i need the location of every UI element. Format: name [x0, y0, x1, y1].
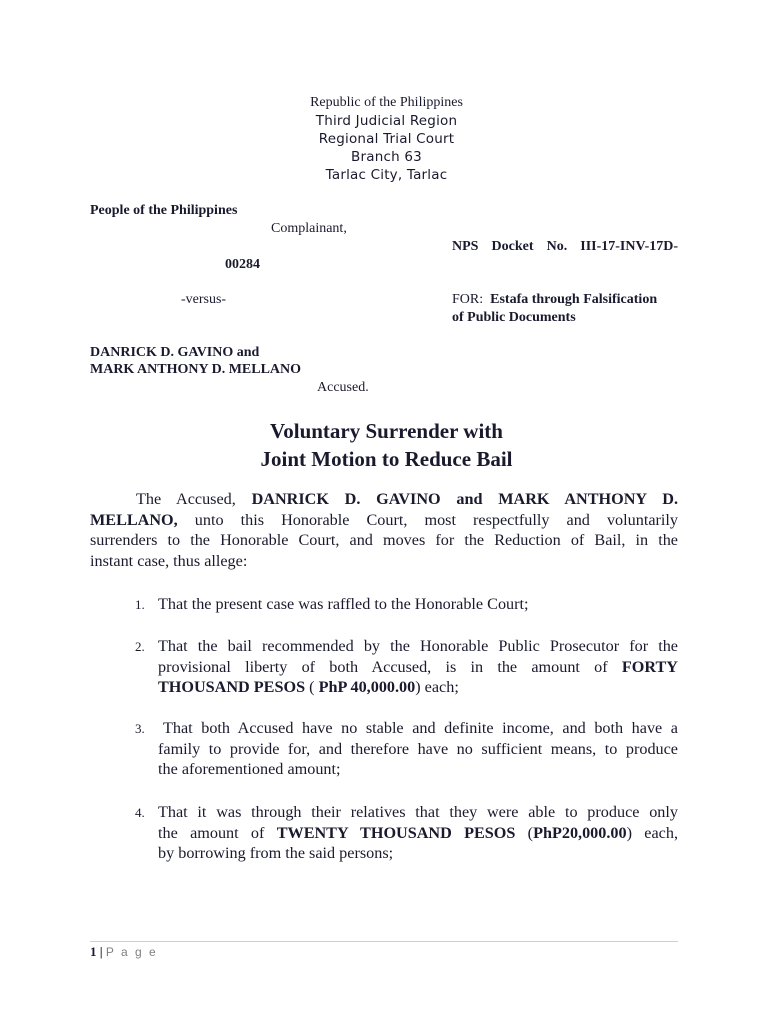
docket-number: NPS Docket No. III-17-INV-17D- — [452, 239, 678, 254]
page-separator: | — [99, 944, 103, 959]
intro-line-4: instant case, thus allege: — [90, 551, 248, 570]
complainant-role: Complainant, — [271, 221, 347, 236]
accused-name-2: MARK ANTHONY D. MELLANO — [90, 362, 302, 377]
header-court: Regional Trial Court — [318, 131, 455, 147]
offense-line-1: Estafa through Falsification — [490, 292, 658, 307]
accused-role: Accused. — [317, 380, 369, 395]
offense-for-label: FOR: — [452, 292, 484, 307]
document-title-line-2: Joint Motion to Reduce Bail — [260, 447, 513, 471]
intro-prefix: The Accused, — [136, 490, 252, 508]
item-2-each: ) each; — [415, 678, 459, 697]
header-region: Third Judicial Region — [315, 113, 458, 129]
page-label: P a g e — [105, 945, 158, 959]
header-city: Tarlac City, Tarlac — [325, 167, 448, 183]
page-number: 1 — [90, 944, 97, 959]
item-2-text — [158, 636, 678, 698]
item-2-line-1: That the bail recommended by the Honorable Public Prosecutor for the — [158, 637, 678, 655]
item-1-line-1: That the present case was raffled to the Honorable Court; — [158, 595, 529, 613]
docket-number-continued: 00284 — [225, 257, 260, 272]
intro-line-1 — [90, 489, 678, 510]
intro-line-2 — [90, 510, 678, 531]
item-2-line-3 — [158, 677, 678, 698]
header-branch: Branch 63 — [351, 149, 422, 165]
header-republic: Republic of the Philippines — [310, 95, 463, 110]
page-footer — [90, 944, 158, 960]
offense-block — [452, 292, 657, 308]
intro-accused-names: DANRICK D. GAVINO and MARK ANTHONY D. — [251, 490, 678, 508]
offense-line-2: of Public Documents — [452, 310, 576, 325]
item-4-number: 4. — [135, 805, 145, 820]
item-4-amount-figure: PhP20,000.00 — [533, 823, 627, 842]
item-3-line-3: the aforementioned amount; — [158, 760, 341, 779]
footer-divider — [90, 941, 678, 942]
intro-line-2-text: unto this Honorable Court, most respectfully and voluntarily — [177, 510, 678, 529]
versus-label: -versus- — [181, 292, 227, 307]
item-3-text — [158, 718, 678, 780]
item-2-amount-figure: PhP 40,000.00 — [318, 678, 416, 697]
item-3-line-2: family to provide for, and therefore have no sufficient means, to produce — [158, 739, 678, 758]
item-3-number: 3. — [135, 721, 145, 736]
complainant-name: People of the Philippines — [90, 203, 238, 218]
item-2-number: 2. — [135, 639, 145, 654]
item-4-line-1: That it was through their relatives that they were able to produce only — [158, 803, 678, 821]
intro-line-3: surrenders to the Honorable Court, and moves for the Reduction of Bail, in the — [90, 531, 678, 550]
item-2-amount-words: FORTY — [621, 657, 678, 676]
item-4-line-2 — [158, 823, 678, 844]
item-1-text — [158, 594, 678, 615]
item-4-line-3: by borrowing from the said persons; — [158, 844, 394, 863]
item-4-paren-open: ( — [515, 823, 534, 842]
intro-accused-names-continued: MELLANO, — [90, 510, 178, 529]
item-4-each: ) each, — [626, 823, 678, 842]
item-2-line-2-text: provisional liberty of both Accused, is in the amount of — [158, 657, 622, 676]
accused-name-1: DANRICK D. GAVINO and — [90, 345, 260, 360]
item-4-text — [158, 802, 678, 864]
item-4-amount-words: TWENTY THOUSAND PESOS — [276, 823, 516, 842]
item-2-paren-open: ( — [305, 678, 319, 697]
item-2-line-2 — [158, 657, 678, 678]
item-3-line-1: That both Accused have no stable and definite income, and both have a — [163, 719, 678, 737]
item-1-number: 1. — [135, 597, 145, 612]
intro-paragraph — [90, 489, 678, 571]
item-2-amount-words-continued: THOUSAND PESOS — [158, 678, 306, 697]
document-title-line-1: Voluntary Surrender with — [270, 419, 503, 443]
item-4-line-2-text: the amount of — [158, 823, 277, 842]
